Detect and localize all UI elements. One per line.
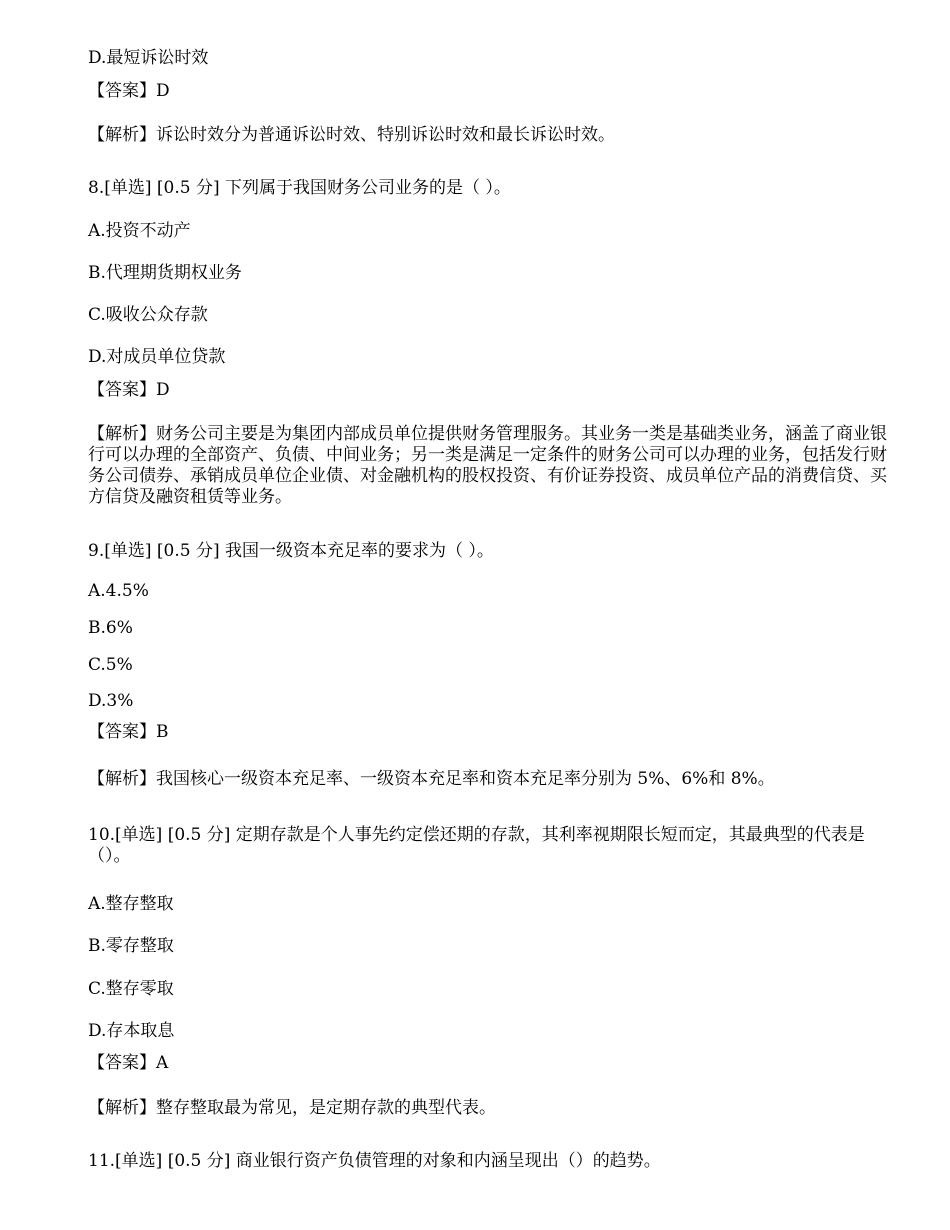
q9-analysis: 【解析】我国核心一级资本充足率、一级资本充足率和资本充足率分别为 5%、6%和 8%。 (88, 769, 775, 789)
q10-option-d: D.存本取息 (88, 1021, 175, 1041)
q10-question: 10.[单选] [0.5 分] 定期存款是个人事先约定偿还期的存款，其利率视期限长短而定，其最典型的代表是（）。 (88, 825, 865, 866)
q10-option-b: B.零存整取 (88, 936, 174, 956)
q9-option-d: D.3% (88, 691, 134, 711)
q8-option-a: A.投资不动产 (88, 221, 191, 241)
q7-option-d: D.最短诉讼时效 (88, 48, 209, 68)
q8-answer: 【答案】D (88, 380, 170, 400)
q8-analysis: 【解析】财务公司主要是为集团内部成员单位提供财务管理服务。其业务一类是基础类业务，涵盖了商业银行可以办理的全部资产、负债、中间业务；另一类是满足一定条件的财务公司可以办理的业务，包括发行财务公司债券、承销成员单位企业债、对金融机构的股权投资、有价证券投资、成员单位产品的消费信贷、买方信贷及融资租赁等业务。 (88, 424, 887, 507)
q8-option-b: B.代理期货期权业务 (88, 263, 242, 283)
q8-option-c: C.吸收公众存款 (88, 305, 208, 325)
q9-option-b: B.6% (88, 618, 133, 638)
q10-option-c: C.整存零取 (88, 979, 174, 999)
q11-question: 11.[单选] [0.5 分] 商业银行资产负债管理的对象和内涵呈现出（）的趋势。 (88, 1151, 661, 1171)
q10-option-a: A.整存整取 (88, 894, 174, 914)
q10-answer: 【答案】A (88, 1053, 169, 1073)
q9-answer: 【答案】B (88, 722, 169, 742)
q10-analysis: 【解析】整存整取最为常见，是定期存款的典型代表。 (88, 1098, 496, 1118)
q8-option-d: D.对成员单位贷款 (88, 347, 226, 367)
q7-analysis: 【解析】诉讼时效分为普通诉讼时效、特别诉讼时效和最长诉讼时效。 (88, 125, 615, 145)
q7-answer: 【答案】D (88, 81, 170, 101)
q8-question: 8.[单选] [0.5 分] 下列属于我国财务公司业务的是（ ）。 (88, 178, 511, 198)
q9-option-c: C.5% (88, 655, 133, 675)
q9-option-a: A.4.5% (88, 581, 149, 601)
q9-question: 9.[单选] [0.5 分] 我国一级资本充足率的要求为（ ）。 (88, 541, 494, 561)
